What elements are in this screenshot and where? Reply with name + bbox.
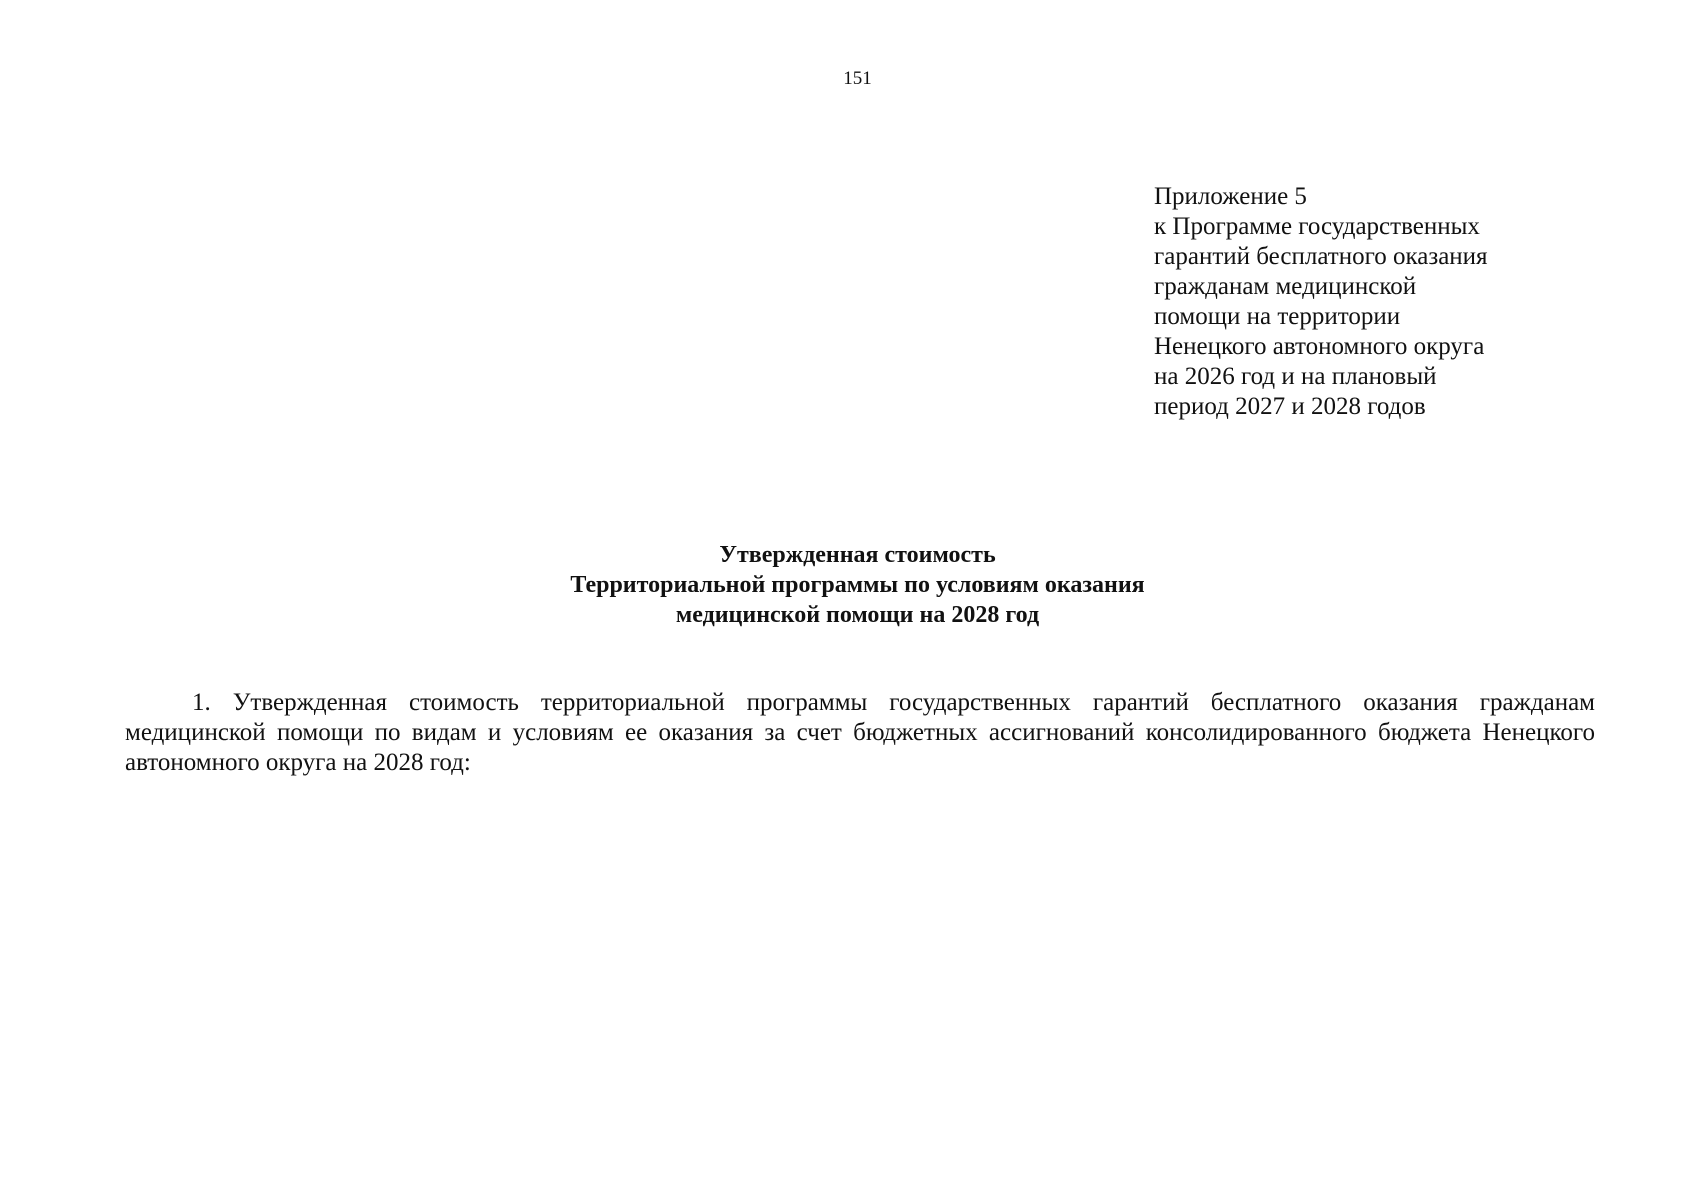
title-line: Территориальной программы по условиям оказания: [570, 572, 1145, 598]
title-line: Утвержденная стоимость: [719, 542, 996, 568]
appendix-line: гарантий бесплатного оказания: [1154, 243, 1488, 270]
appendix-line: гражданам медицинской: [1154, 273, 1417, 300]
document-title: [0, 540, 1698, 630]
appendix-line: на 2026 год и на плановый: [1154, 363, 1437, 390]
appendix-line: Приложение 5: [1154, 183, 1307, 210]
appendix-line: к Программе государственных: [1154, 213, 1480, 240]
appendix-line: Ненецкого автономного округа: [1154, 333, 1485, 360]
appendix-line: период 2027 и 2028 годов: [1154, 393, 1426, 420]
appendix-line: помощи на территории: [1154, 303, 1401, 330]
paragraph-1: 1. Утвержденная стоимость территориальной программы государственных гарантий бесплатного оказания гражданам медицинской помощи по видам и условиям ее оказания за счет бюджетных ассигнований консолидированного бюджета Ненецкого автономного округа на 2028 год:: [125, 689, 1595, 776]
page-number: 151: [843, 68, 872, 89]
appendix-block: [1154, 182, 1574, 422]
title-line: медицинской помощи на 2028 год: [675, 602, 1040, 628]
